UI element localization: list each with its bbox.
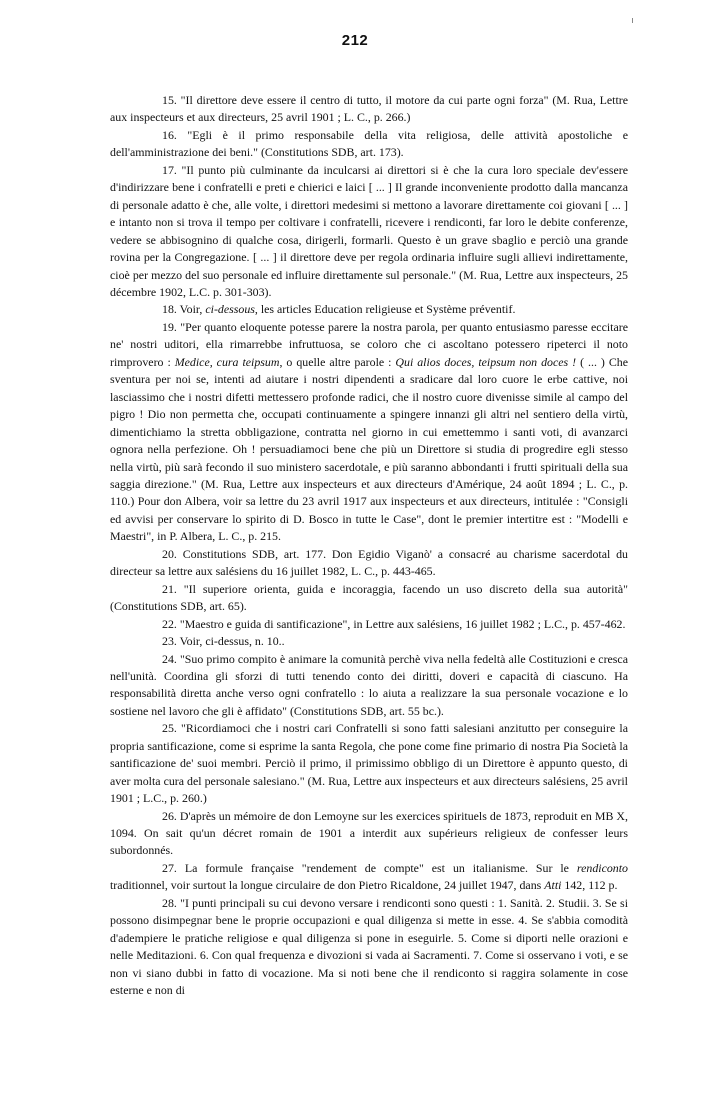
footnote: [110, 162, 628, 302]
footnote: [110, 860, 628, 895]
footnote-text: 21. "Il superiore orienta, guida e incoraggia, facendo un uso discreto della sua autorità" (Constitutions SDB, art. 65).: [110, 581, 628, 614]
footnote-text: 27. La formule française "rendement de compte" est un italianisme. Sur le: [162, 860, 577, 875]
footnote-text: 17. "Il punto più culminante da inculcarsi ai direttori si è che la cura loro speciale dev'essere d'indirizzare bene i confratelli e preti e chierici e laici [ ... ] Il grande inconveniente prodotto dalla mancanza di personale adatto è che, alle volte, i direttori medesimi si mettono a lavorare direttamente coi giovani [ ... ] e intanto non si trova il tempo per coltivare i confratelli, ricevere i rendiconti, far loro le debite conferenze, vedere se abbisognino di qualche cosa, dirigerli, formarli. Questo è un grave sbaglio e perciò una grande rovina per la Congregazione. [ ... ] il direttore deve per regola ordinaria influire sugli allievi indirettamente, cioè per mezzo del suo personale ed influire direttamente sul personale." (M. Rua, Lettre aux inspecteurs, 25 décembre 1902, L.C. p. 301-303).: [110, 162, 628, 299]
footnote-text: 20. Constitutions SDB, art. 177. Don Egidio Viganò' a consacré au charisme sacerdotal du directeur sa lettre aux salésiens du 16 juillet 1982, L. C., p. 443-465.: [110, 546, 628, 579]
footnote-italic-text: Atti: [544, 878, 562, 893]
footnote-italic-text: Qui alios doces, teipsum non doces !: [395, 354, 577, 369]
footnote-text: 24. "Suo primo compito è animare la comunità perchè viva nella fedeltà alle Costituzioni e cresca nell'unità. Coordina gli sforzi di tutti tenendo conto dei diritti, doveri e capacità di ciascuno. Ha responsabilità diretta anche verso ogni confratello : lo aiuta a realizzare la sua personale vocazione e lo sostiene nel lavoro che gli è affidato" (Constitutions SDB, art. 55 bc.).: [110, 651, 628, 718]
page-number: 212: [341, 32, 369, 49]
footnote-text: 15. "Il direttore deve essere il centro di tutto, il motore da cui parte ogni forza" (M. Rua, Lettre aux inspecteurs et aux directeurs, 25 avril 1901 ; L. C., p. 266.): [110, 93, 628, 125]
footnote-text: 142, 112 p.: [561, 878, 618, 893]
footnote: [110, 127, 628, 162]
footnote-text: traditionnel, voir surtout la longue circulaire de don Pietro Ricaldone, 24 juillet 1947, dans: [110, 878, 545, 893]
footnote-text: 19. "Per quanto eloquente potesse parere la nostra parola, per quanto entusiasmo paresse eccitare ne' nostri uditori, ella rimarrebbe infruttuosa, se coloro che ci ascoltano potessero ripeterci il noto rimprovero :: [110, 319, 628, 369]
footnote: [110, 301, 628, 318]
footnote: [110, 895, 628, 1000]
footnote: [110, 616, 628, 633]
footnote-text: ( ... ) Che sventura per noi se, intenti ad aiutare i nostri dipendenti a sradicare dal loro cuore le erbe cattive, noi lasciassimo che i nostri difetti mettessero profonde radici, che il nostro cuore divenisse simile al campo del pigro ! Dio non permetta che, occupati continuamente a spingere innanzi gli altri nel sentiero della virtù, dimentichiamo la stretta obbligazione, contratta nel giorno in cui emettemmo i santi voti, di avanzarci ognora nella perfezione. Oh ! persuadiamoci bene che più un Direttore si studia di progredire egli stesso nella virtù, più sarà fecondo il suo ministero sacerdotale, e più saranno abbondanti i frutti spirituali della sua saggia direzione." (M. Rua, Lettre aux inspecteurs et aux directeurs d'Amérique, 24 août 1894 ; L. C., p. 110.) Pour don Albera, voir sa lettre du 23 avril 1917 aux inspecteurs et aux directeurs, intitulée : "Consigli ed avvisi per conservare lo spirito di D. Bosco in tutte le Case", dont le premier intertitre est : "Modelli e Maestri", in P. Albera, L. C., p. 215.: [110, 354, 628, 544]
footnote-text: 23. Voir, ci-dessus, n. 10..: [162, 634, 285, 649]
footnote-italic-text: rendiconto: [576, 860, 628, 875]
footnote: [110, 581, 628, 616]
footnote-text: 18. Voir,: [162, 302, 206, 317]
footnote: [110, 808, 628, 860]
footnote-text: 26. D'après un mémoire de don Lemoyne sur les exercices spirituels de 1873, reproduit en MB X, 1094. On sait qu'un décret romain de 1901 a interdit aux supérieurs religieux de confesser leurs subordonnés.: [110, 808, 628, 858]
footnote-italic-text: Medice, cura teipsum: [174, 354, 280, 369]
footnote-text: 28. "I punti principali su cui devono versare i rendiconti sono questi : 1. Sanità. 2. Studii. 3. Se si possono disimpegnar bene le proprie occupazioni e qual diligenza si mette in esse. 4. Se s'abbia comodità d'adempiere le pratiche religiose e qual diligenza si pone in eseguirle. 5. Come si diporti nelle orazioni e nelle Meditazioni. 6. Con qual frequenza e divozioni si vada ai Sacramenti. 7. Come si osservano i voti, e se non vi siano dubbi in fatto di vocazione. Ma si noti bene che il rendiconto si raggira solamente in cose esterne e non di: [110, 895, 628, 998]
scan-mark: [632, 18, 633, 23]
footnote: [110, 633, 628, 650]
footnote: [110, 92, 628, 127]
footnote-italic-text: ci-dessous: [205, 302, 255, 317]
footnotes-list: [110, 92, 628, 1000]
footnote-text: 22. "Maestro e guida di santificazione", in Lettre aux salésiens, 16 juillet 1982 ; L.C., p. 457-462.: [162, 616, 626, 631]
footnote: [110, 546, 628, 581]
footnote: [110, 720, 628, 807]
footnote-text: , o quelle altre parole :: [279, 354, 396, 369]
footnote: [110, 651, 628, 721]
footnote-text: , les articles Education religieuse et Système préventif.: [254, 302, 516, 317]
footnote: [110, 319, 628, 546]
footnote-text: 25. "Ricordiamoci che i nostri cari Confratelli si sono fatti salesiani anzitutto per conseguire la propria santificazione, come si esprime la santa Regola, che pone come fine primario di nostra Pia Società la santificazione de' suoi membri. Perciò il primo, il primissimo obbligo di un Direttore è appunto questo, di aver molta cura del personale salesiano." (M. Rua, Lettre aux inspecteurs et aux directeurs salésiens, 25 avril 1901 ; L.C., p. 260.): [110, 721, 628, 806]
footnote-text: 16. "Egli è il primo responsabile della vita religiosa, delle attività apostoliche e dell'amministrazione dei beni." (Constitutions SDB, art. 173).: [110, 127, 628, 160]
